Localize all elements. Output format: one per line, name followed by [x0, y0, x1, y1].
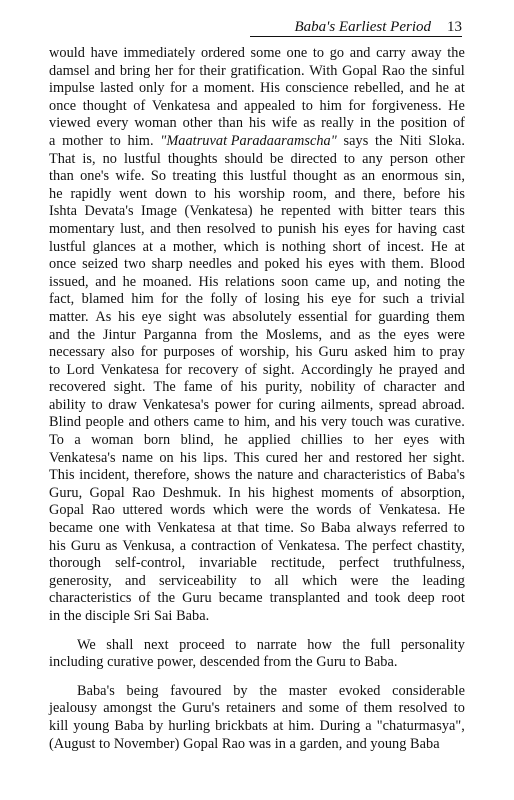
text-line: ability to draw Venkatesa's power for curing ailments, spread abroad. [49, 396, 465, 413]
text-line: recovered sight. The fame of his purity, nobility of character and [49, 379, 465, 396]
running-title: Baba's Earliest Period [294, 19, 431, 35]
text-line: To a woman born blind, he applied chillies to her eyes with [49, 432, 465, 449]
text-line: he rapidly went down to his worship room, and there, before his [49, 185, 465, 202]
text-line: characteristics of the Guru became transplanted and took deep root [49, 590, 465, 607]
text-line: kill young Baba by hurling brickbats at him. During a "chaturmasya", [49, 717, 465, 734]
text-line: viewed every woman other than his wife as really in the position of [49, 115, 465, 132]
text-line: once seized two sharp needles and poked his eyes with them. Blood [49, 256, 465, 273]
text-line: Venkatesa's name on his lips. This cured her and restored her sight. [49, 449, 465, 466]
text-line: issued, and he moaned. His relations soon came up, and noting the [49, 273, 465, 290]
paragraph-gap [49, 672, 465, 683]
text-line: That is, no lustful thoughts should be directed to any person other [49, 150, 465, 167]
paragraph [49, 683, 465, 753]
text-line: impulse lasted only for a moment. His conscience rebelled, and he at [49, 80, 465, 97]
text-line: We shall next proceed to narrate how the full personality [77, 636, 465, 653]
text-line: momentary lust, and then resolved to punish his eyes for having cast [49, 220, 465, 237]
body-text [49, 45, 465, 753]
paragraph [49, 45, 465, 626]
text-line: Baba's being favoured by the master evoked considerable [77, 682, 465, 699]
text-line: This incident, therefore, shows the nature and characteristics of Baba's [49, 467, 465, 484]
text-line: necessary also for purposes of worship, his Guru asked him to pray [49, 344, 465, 361]
text-line: Ishta Devata's Image (Venkatesa) he repented with bitter tears this [49, 203, 465, 220]
paragraph [49, 637, 465, 672]
text-line: lustful glances at a mother, which is nothing short of incest. He at [49, 238, 465, 255]
text-line: a mother to him. "Maatruvat Paradaaramscha" says the Niti Sloka. [49, 132, 465, 149]
text-line: generosity, and serviceability to all which were the leading [49, 572, 465, 589]
text-line: than one's wife. So treating this lustful thought as an enormous sin, [49, 168, 465, 185]
text-line: in the disciple Sri Sai Baba. [49, 608, 210, 624]
text-line: matter. As his eye sight was absolutely essential for guarding them [49, 308, 465, 325]
running-head [250, 14, 462, 37]
text-line: would have immediately ordered some one to go and carry away the [49, 45, 465, 61]
text-line: thorough self-control, invariable rectitude, perfect truthfulness, [49, 555, 465, 572]
text-line: to Lord Venkatesa for recovery of sight. Accordingly he prayed and [49, 361, 465, 378]
text-line: became one with Venkatesa at that time. So Baba always referred to [49, 520, 465, 537]
text-line: Guru, Gopal Rao Deshmuk. In his highest moments of absorption, [49, 484, 465, 501]
text-line: (August to November) Gopal Rao was in a garden, and young Baba [49, 735, 440, 752]
text-line: once thought of Venkatesa and appealed to him for forgiveness. He [49, 97, 465, 114]
text-line: damsel and bring her for their gratification. With Gopal Rao the sinful [49, 62, 465, 79]
text-line: jealousy amongst the Guru's retainers and some of them resolved to [49, 700, 465, 717]
page-number: 13 [447, 19, 462, 35]
text-line: his Guru as Venkusa, a contraction of Venkatesa. The perfect chastity, [49, 537, 465, 554]
text-line: fact, blamed him for the folly of losing his eye for such a trivial [49, 291, 465, 308]
text-line: Blind people and others came to him, and his very touch was curative. [49, 414, 465, 431]
text-line: including curative power, descended from the Guru to Baba. [49, 654, 398, 671]
paragraph-gap [49, 626, 465, 637]
text-line: and the Jintur Parganna from the Moslems, and as the eyes were [49, 326, 465, 343]
text-line: Gopal Rao uttered words which were the words of Venkatesa. He [49, 502, 465, 519]
